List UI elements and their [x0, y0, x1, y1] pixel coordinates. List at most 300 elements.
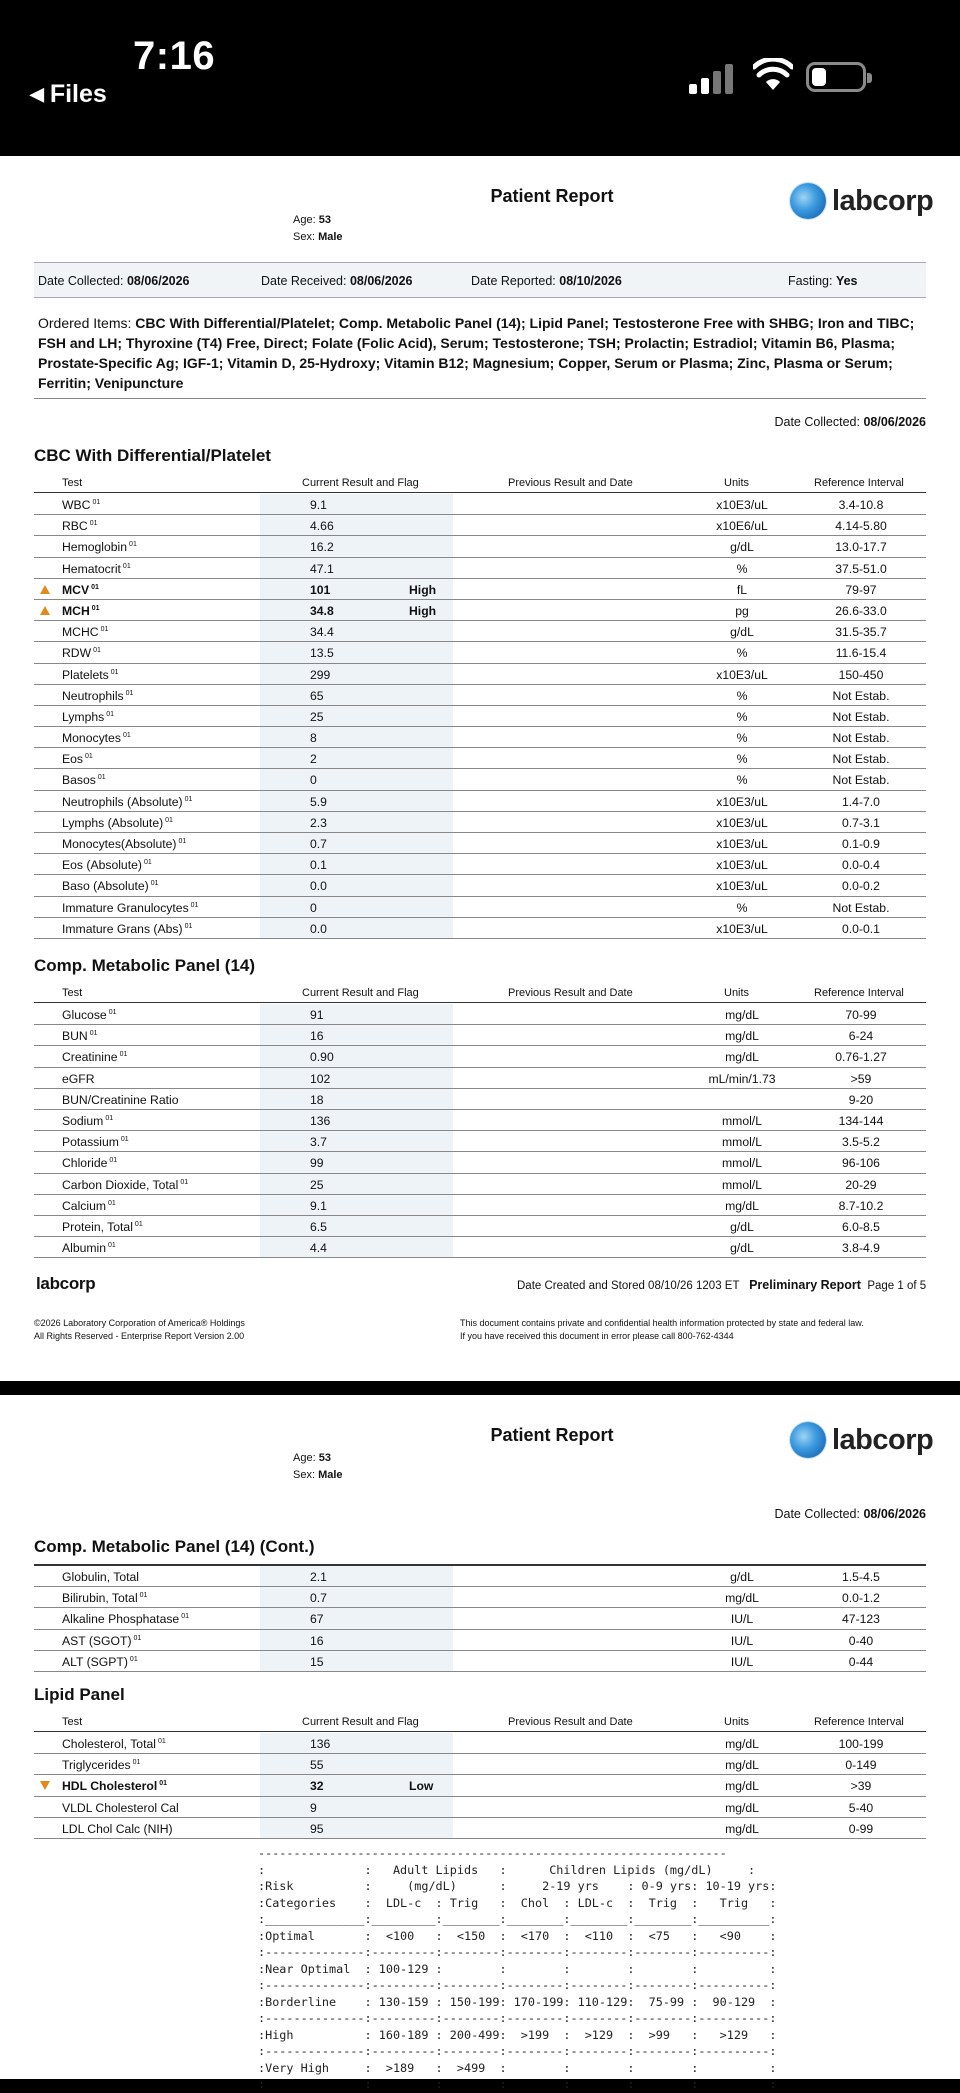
logo-text: labcorp — [832, 1423, 934, 1456]
result-value-text: 16 — [310, 1633, 324, 1648]
test-name-text: VLDL Cholesterol Cal — [62, 1800, 179, 1815]
performing-lab-superscript: 01 — [108, 1009, 117, 1016]
result-value-text: 299 — [310, 667, 331, 682]
table-row — [34, 1216, 926, 1237]
units-value — [679, 1220, 805, 1234]
units-value — [679, 837, 805, 851]
units-value-text: % — [736, 688, 748, 703]
test-name-text: Immature Granulocytes — [62, 900, 189, 915]
test-name — [62, 1241, 116, 1255]
performing-lab-superscript: 01 — [180, 1178, 189, 1186]
units-value-text: % — [736, 752, 748, 767]
reference-interval-text: 11.6-15.4 — [835, 646, 887, 661]
flag-high-icon — [40, 606, 50, 615]
date-reported-label: Date Reported: — [471, 274, 556, 288]
test-name-text: Alkaline Phosphatase — [62, 1612, 180, 1627]
test-name — [62, 752, 93, 766]
reference-interval — [796, 1779, 926, 1793]
units-value — [679, 879, 805, 893]
units-value — [679, 1114, 805, 1128]
logo-text: labcorp — [832, 184, 934, 217]
flag-high-icon — [40, 585, 50, 594]
cmp-section-title: Comp. Metabolic Panel (14) — [34, 956, 256, 975]
divider — [34, 398, 926, 399]
result-value-text: 15 — [310, 1654, 324, 1669]
units-value-text: mmol/L — [722, 1177, 762, 1192]
test-name-text: Neutrophils (Absolute) — [62, 794, 183, 809]
units-value-text: mmol/L — [722, 1156, 762, 1171]
table-row — [34, 1237, 926, 1258]
sex-label: Sex: — [293, 231, 316, 243]
test-name — [62, 773, 106, 787]
units-value-text: x10E3/uL — [716, 498, 768, 512]
performing-lab-superscript: 01 — [109, 1157, 118, 1165]
test-name-text: Lymphs — [62, 709, 105, 724]
result-cell-shading — [260, 515, 453, 535]
result-cell-shading — [260, 727, 453, 747]
result-value-text: 0 — [310, 900, 317, 915]
performing-lab-superscript: 01 — [110, 668, 119, 676]
result-cell-shading — [260, 1089, 453, 1109]
copyright-line-2: All Rights Reserved - Enterprise Report Version 2.00 — [34, 1331, 245, 1341]
reference-interval — [796, 1822, 926, 1836]
test-name — [62, 1135, 129, 1149]
result-value — [310, 731, 317, 745]
units-value-text: % — [736, 709, 748, 724]
test-name-text: Protein, Total — [62, 1219, 133, 1234]
reference-interval-text: 1.5-4.5 — [842, 1570, 880, 1584]
reference-interval — [796, 1655, 926, 1669]
reference-interval — [796, 1801, 926, 1815]
units-value-text: mmol/L — [722, 1113, 762, 1128]
result-value-text: 3.7 — [310, 1135, 327, 1150]
units-value — [679, 1801, 805, 1815]
units-value-text: g/dL — [730, 1241, 754, 1256]
table-row — [34, 791, 926, 812]
reference-interval-text: Not Estab. — [832, 688, 890, 703]
test-name — [62, 562, 131, 576]
result-value — [310, 1029, 324, 1043]
col-units: Units — [724, 1716, 750, 1728]
units-value-text: % — [736, 561, 748, 576]
performing-lab-superscript: 01 — [91, 604, 100, 612]
patient-demographics — [293, 1450, 343, 1484]
result-value-text: 2 — [310, 752, 317, 767]
reference-interval — [796, 583, 926, 597]
performing-lab-superscript: 01 — [119, 1051, 128, 1059]
date-collected-value: 08/06/2026 — [126, 274, 190, 288]
reference-interval — [796, 625, 926, 639]
date-reported-value: 08/10/2026 — [559, 274, 622, 288]
reference-interval-text: 47-123 — [842, 1612, 880, 1627]
units-value-text: g/dL — [730, 1570, 754, 1584]
col-previous: Previous Result and Date — [508, 477, 633, 489]
performing-lab-superscript: 01 — [129, 541, 137, 549]
test-name-text: LDL Chol Calc (NIH) — [62, 1821, 173, 1836]
units-value — [679, 540, 805, 554]
date-collected-label: Date Collected: — [774, 1507, 860, 1521]
test-name — [62, 1801, 179, 1815]
reference-interval — [796, 1570, 926, 1584]
performing-lab-superscript: 01 — [89, 520, 98, 528]
reference-interval-text: Not Estab. — [832, 773, 890, 788]
reference-interval-text: 70-99 — [845, 1008, 877, 1022]
reference-interval-text: 6-24 — [848, 1029, 874, 1044]
test-name-text: Globulin, Total — [62, 1570, 140, 1584]
test-name — [62, 498, 100, 512]
result-value — [310, 773, 317, 787]
performing-lab-superscript: 01 — [93, 647, 101, 655]
result-flag-text: Low — [409, 1779, 434, 1794]
table-row — [34, 1195, 926, 1216]
result-value-text: 9.1 — [310, 1198, 327, 1213]
units-value — [679, 731, 805, 745]
performing-lab-superscript: 01 — [85, 753, 93, 761]
result-value-text: 0.7 — [310, 837, 327, 851]
result-cell-shading — [260, 706, 453, 726]
test-name-text: eGFR — [62, 1071, 95, 1086]
units-value-text: mg/dL — [725, 1779, 759, 1794]
fasting-value: Yes — [835, 274, 858, 288]
reference-interval-text: 6.0-8.5 — [842, 1219, 880, 1234]
test-name — [62, 604, 100, 618]
result-value — [310, 1156, 324, 1170]
result-value — [310, 1050, 334, 1064]
reference-interval — [796, 1612, 926, 1626]
test-name — [62, 519, 98, 533]
units-value-text: mL/min/1.73 — [708, 1071, 776, 1086]
result-cell-shading — [260, 1608, 453, 1628]
battery-icon — [806, 62, 866, 92]
date-collected-label: Date Collected: — [774, 415, 860, 429]
reference-interval — [796, 604, 926, 618]
cbc-section-title: CBC With Differential/Platelet — [34, 446, 271, 465]
test-name — [62, 689, 133, 703]
cmp-table-header — [34, 987, 926, 1003]
units-value — [679, 1008, 805, 1022]
performing-lab-superscript: 01 — [157, 1738, 166, 1745]
units-value — [679, 646, 805, 660]
table-row — [34, 1152, 926, 1173]
table-row — [34, 918, 926, 939]
table-row — [34, 1818, 926, 1839]
result-value — [310, 795, 327, 809]
col-previous: Previous Result and Date — [508, 987, 633, 999]
table-row — [34, 600, 926, 621]
result-value — [310, 562, 334, 576]
table-row — [34, 897, 926, 918]
units-value — [679, 1779, 805, 1793]
result-value — [310, 1634, 324, 1648]
fasting — [788, 274, 858, 288]
units-value-text: x10E3/uL — [716, 879, 768, 894]
age-label: Age: — [293, 214, 316, 226]
test-name — [62, 646, 101, 660]
result-value-text: 0 — [310, 773, 317, 788]
result-flag — [409, 583, 436, 597]
result-value — [310, 1591, 327, 1605]
test-name-text: Monocytes(Absolute) — [62, 837, 177, 851]
performing-lab-superscript: 01 — [150, 880, 159, 888]
reference-interval-text: 9-20 — [848, 1092, 874, 1107]
col-test: Test — [62, 477, 83, 489]
units-value-text: mg/dL — [725, 1198, 759, 1213]
result-value — [310, 540, 334, 554]
test-name — [62, 1591, 147, 1605]
table-row — [34, 1754, 926, 1775]
units-value-text: pg — [735, 603, 749, 618]
reference-interval — [796, 795, 926, 809]
result-cell-shading — [260, 1797, 453, 1817]
performing-lab-superscript: 01 — [184, 795, 193, 803]
performing-lab-superscript: 01 — [105, 1114, 114, 1122]
footer-copyright — [34, 1317, 245, 1343]
result-value-text: 25 — [310, 1177, 324, 1192]
reference-interval — [796, 1114, 926, 1128]
result-value-text: 2.1 — [310, 1570, 327, 1584]
performing-lab-superscript: 01 — [143, 859, 152, 867]
result-cell-shading — [260, 1733, 453, 1753]
test-name — [62, 1029, 98, 1043]
result-cell-shading — [260, 1046, 453, 1066]
result-cell-shading — [260, 1216, 453, 1236]
units-value-text: g/dL — [730, 1219, 754, 1234]
page-title: Patient Report — [490, 1425, 614, 1445]
reference-interval — [796, 1591, 926, 1605]
reference-interval — [796, 816, 926, 830]
reference-interval — [796, 879, 926, 893]
ordered-items-list: CBC With Differential/Platelet; Comp. Metabolic Panel (14); Lipid Panel; Testosterone Free with SHBG; Iron and TIBC; FSH and LH; Thyroxine (T4) Free, Direct; Folate (Folic Acid), Serum; Testosterone; TSH; Prolactin; Estradiol; Vitamin B6, Plasma; Prostate-Specific Ag; IGF-1; Vitamin D, 25-Hydroxy; Vitamin B12; Magnesium; Copper, Serum or Plasma; Zinc, Plasma or Serum; Ferritin; Venipuncture — [38, 315, 915, 391]
date-received — [261, 274, 413, 288]
cbc-table — [34, 494, 926, 939]
test-name-text: Hematocrit — [62, 561, 121, 576]
performing-lab-superscript: 01 — [181, 1613, 190, 1621]
table-row — [34, 1174, 926, 1195]
result-value-text: 55 — [310, 1758, 324, 1773]
test-name — [62, 1570, 139, 1584]
reference-interval-text: 26.6-33.0 — [835, 603, 887, 618]
units-value-text: % — [736, 731, 748, 746]
test-name-text: Glucose — [62, 1008, 107, 1022]
back-to-files-button[interactable] — [30, 80, 107, 109]
confidential-line-1: This document contains private and confidential health information protected by state and federal law. — [460, 1318, 864, 1328]
performing-lab-superscript: 01 — [133, 1634, 142, 1642]
result-cell-shading — [260, 664, 453, 684]
age-label: Age: — [293, 1452, 316, 1464]
test-name-text: Cholesterol, Total — [62, 1737, 156, 1751]
result-value — [310, 646, 334, 660]
col-units: Units — [724, 987, 750, 999]
table-row — [34, 1733, 926, 1754]
units-value — [679, 922, 805, 936]
reference-interval-text: 0.0-1.2 — [842, 1591, 880, 1606]
cmp-cont-table — [34, 1566, 926, 1672]
units-value — [679, 858, 805, 872]
performing-lab-superscript: 01 — [108, 1199, 116, 1207]
result-value-text: 9 — [310, 1800, 317, 1815]
test-name-text: MCHC — [62, 625, 99, 640]
result-cell-shading — [260, 791, 453, 811]
performing-lab-superscript: 01 — [97, 774, 106, 782]
test-name — [62, 1220, 143, 1234]
result-value-text: 34.8 — [310, 603, 334, 618]
units-value-text: IU/L — [730, 1612, 754, 1627]
units-value — [679, 1822, 805, 1836]
reference-interval-text: 37.5-51.0 — [835, 561, 887, 576]
result-value — [310, 752, 317, 766]
result-value — [310, 519, 334, 533]
test-name-text: MCH — [62, 603, 90, 618]
table-row — [34, 706, 926, 727]
performing-lab-superscript: 01 — [100, 626, 109, 634]
units-value — [679, 1241, 805, 1255]
result-cell-shading — [260, 1110, 453, 1130]
performing-lab-superscript: 01 — [108, 1242, 116, 1250]
units-value-text: % — [736, 646, 748, 661]
labcorp-logo — [790, 1422, 933, 1458]
reference-interval-text: 8.7-10.2 — [838, 1198, 884, 1213]
reference-interval — [796, 1758, 926, 1772]
test-name-text: BUN — [62, 1029, 88, 1044]
performing-lab-superscript: 01 — [129, 1655, 138, 1663]
performing-lab-superscript: 01 — [139, 1592, 148, 1600]
result-value-text: 0.90 — [310, 1050, 334, 1065]
units-value-text: % — [736, 900, 748, 915]
lipid-section-title: Lipid Panel — [34, 1685, 125, 1704]
result-value-text: 32 — [310, 1779, 324, 1794]
units-value — [679, 625, 805, 639]
status-bar — [0, 0, 960, 156]
cmp-table — [34, 1004, 926, 1258]
result-value — [310, 668, 330, 682]
result-cell-shading — [260, 685, 453, 705]
test-name — [62, 1779, 167, 1793]
test-name — [62, 1655, 138, 1669]
units-value — [679, 1156, 805, 1170]
units-value-text: mg/dL — [725, 1758, 759, 1773]
test-name — [62, 1199, 116, 1213]
result-value — [310, 1570, 327, 1584]
result-value-text: 47.1 — [310, 561, 334, 576]
result-value-text: 95 — [310, 1821, 324, 1836]
units-value-text: IU/L — [730, 1654, 754, 1669]
reference-interval-text: 96-106 — [842, 1156, 880, 1171]
result-cell-shading — [260, 918, 453, 938]
test-name-text: ALT (SGPT) — [62, 1654, 128, 1669]
units-value — [679, 710, 805, 724]
test-name-text: Eos — [62, 752, 84, 767]
col-result: Current Result and Flag — [302, 1716, 419, 1728]
date-collected-value: 08/06/2026 — [863, 1507, 926, 1521]
result-flag — [409, 1779, 433, 1793]
result-cell-shading — [260, 494, 453, 514]
result-value-text: 34.4 — [310, 625, 334, 640]
footer-created-text: Date Created and Stored 08/10/26 1203 ET — [517, 1280, 740, 1292]
test-name-text: RBC — [62, 519, 88, 534]
copyright-line-1: ©2026 Laboratory Corporation of America® Holdings — [34, 1318, 245, 1328]
units-value — [679, 1050, 805, 1064]
result-value — [310, 1822, 324, 1836]
result-value — [310, 1072, 330, 1086]
reference-interval — [796, 519, 926, 533]
fasting-label: Fasting: — [788, 274, 833, 288]
result-value — [310, 879, 327, 893]
units-value — [679, 1655, 805, 1669]
reference-interval — [796, 710, 926, 724]
units-value — [679, 668, 805, 682]
reference-interval — [796, 1241, 926, 1255]
reference-interval — [796, 1072, 926, 1086]
result-value-text: 13.5 — [310, 646, 334, 661]
date-collected-label: Date Collected: — [38, 274, 124, 288]
table-row — [34, 1630, 926, 1651]
table-row — [34, 833, 926, 854]
lipid-table-header — [34, 1716, 926, 1732]
result-cell-shading — [260, 1566, 453, 1586]
test-name — [62, 901, 198, 915]
sex-label: Sex: — [293, 1469, 316, 1481]
result-cell-shading — [260, 1152, 453, 1172]
performing-lab-superscript: 01 — [132, 1759, 141, 1767]
result-value-text: 5.9 — [310, 794, 327, 809]
result-value-text: 67 — [310, 1612, 324, 1627]
date-collected-value: 08/06/2026 — [863, 415, 926, 429]
date-received-value: 08/06/2026 — [349, 274, 413, 288]
reference-interval — [796, 1029, 926, 1043]
test-name-text: AST (SGOT) — [62, 1633, 132, 1648]
units-value — [679, 1758, 805, 1772]
reference-interval — [796, 1050, 926, 1064]
result-value-text: 136 — [310, 1737, 331, 1751]
result-value-text: 0.0 — [310, 921, 327, 936]
col-result: Current Result and Flag — [302, 987, 419, 999]
labcorp-logo — [790, 183, 933, 219]
test-name — [62, 1156, 117, 1170]
table-row — [34, 1004, 926, 1025]
units-value — [679, 901, 805, 915]
table-row — [34, 558, 926, 579]
result-value-text: 136 — [310, 1113, 331, 1128]
performing-lab-superscript: 01 — [165, 816, 173, 824]
result-cell-shading — [260, 812, 453, 832]
result-value-text: 91 — [310, 1008, 324, 1022]
table-row — [34, 1068, 926, 1089]
result-value — [310, 901, 317, 915]
units-value-text: g/dL — [730, 540, 754, 555]
col-previous: Previous Result and Date — [508, 1716, 633, 1728]
reference-interval — [796, 498, 926, 512]
ordered-items-label: Ordered Items: — [38, 315, 132, 331]
test-name — [62, 625, 108, 639]
age-value: 53 — [318, 214, 331, 226]
test-name — [62, 1737, 166, 1751]
units-value — [679, 1612, 805, 1626]
result-cell-shading — [260, 897, 453, 917]
units-value-text: x10E6/uL — [716, 519, 768, 534]
preliminary-report-label: Preliminary Report — [749, 1278, 861, 1292]
units-value — [679, 816, 805, 830]
result-flag — [409, 604, 436, 618]
reference-interval-text: 0.0-0.4 — [842, 858, 880, 873]
table-row — [34, 1566, 926, 1587]
lipid-risk-table: ------------------------------------------------------------------ : : Adult Lipids : Children Lipids (mg/dL) : :Risk : (mg/dL) : 2-19 yrs : 0-9 yrs: 10-19 yrs: :Categories : LDL-c : Trig : Chol : LDL-c : Trig : Trig : :______________:_________:________:________:________:________:__________: :Optimal : <100 : <150 : <170 : <110 : <75 : <90 : :--------------:---------:--------:--------:--------:--------:----------: :Near Optimal : 100-129 : : : : : : :--------------:---------:--------:--------:--------:--------:----------: :Borderline : 130-159 : 150-199: 170-199: 110-129: 75-99 : 90-129 : :--------------:---------:--------:--------:--------:--------:----------: :High : 160-189 : 200-499: >199 : >129 : >99 : >129 : :--------------:---------:--------:--------:--------:--------:----------: :Very High : >189 : >499 : : : : : : : : : : : : : — [258, 1846, 777, 2091]
table-row — [34, 642, 926, 663]
table-row — [34, 1089, 926, 1110]
test-name — [62, 795, 192, 809]
table-row — [34, 769, 926, 790]
back-arrow-icon: ◀ — [30, 84, 44, 104]
reference-interval-text: 13.0-17.7 — [835, 540, 887, 555]
